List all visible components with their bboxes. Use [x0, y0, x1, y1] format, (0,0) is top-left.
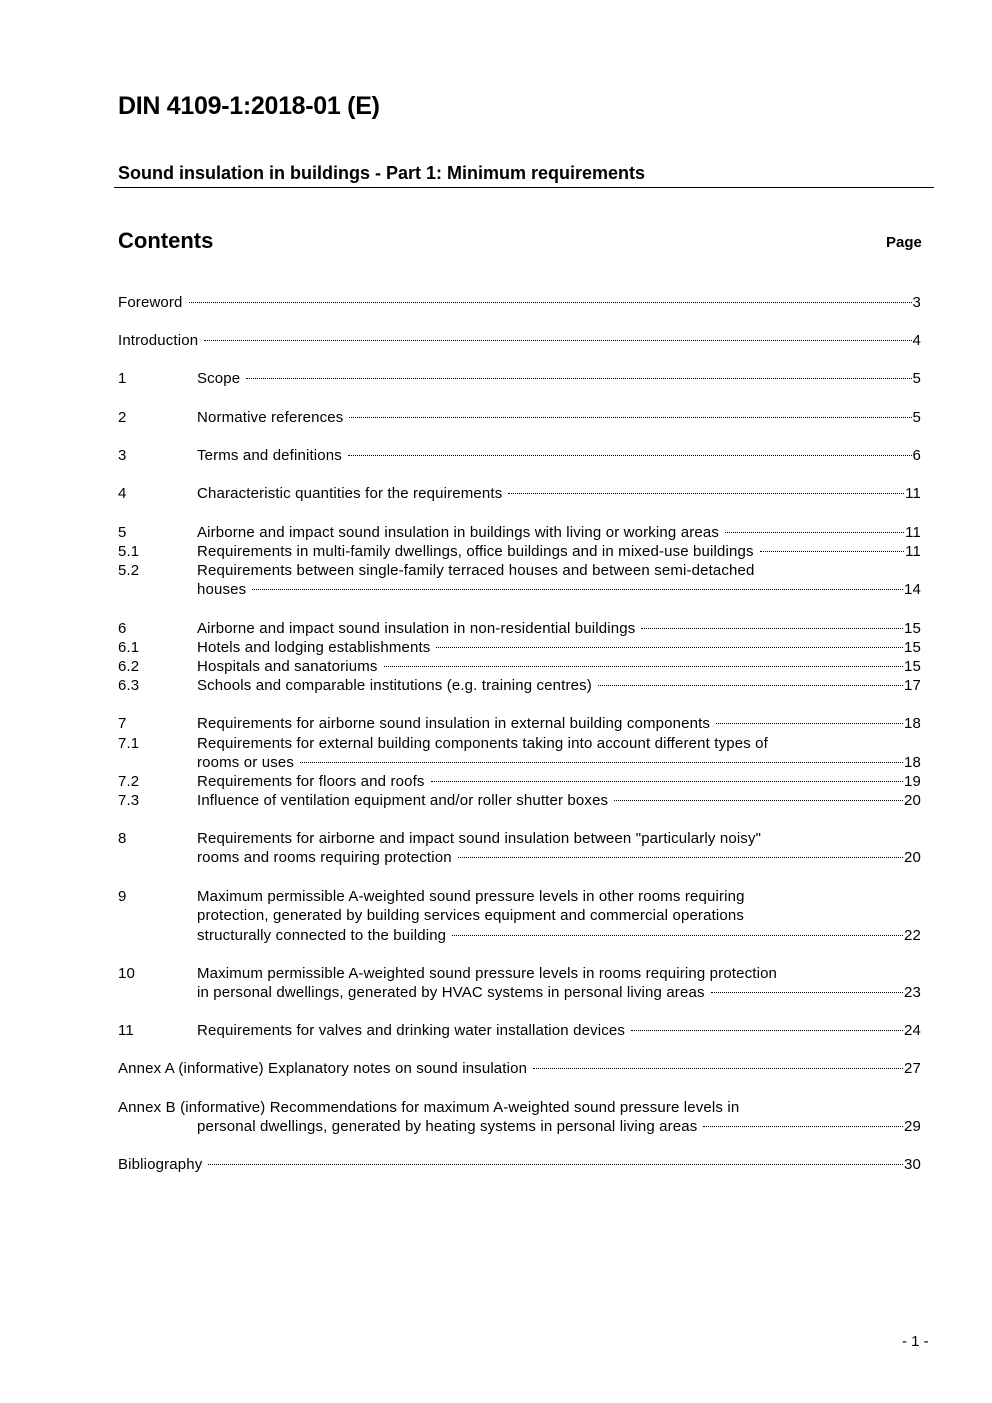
toc-entry[interactable] [118, 791, 921, 810]
toc-entry-page: 15 [904, 658, 921, 675]
dot-leader [614, 800, 903, 801]
document-title: DIN 4109-1:2018-01 (E) [118, 92, 380, 120]
contents-heading: Contents [118, 228, 214, 253]
toc-entry-title: Hotels and lodging establishments [197, 639, 431, 656]
toc-entry[interactable] [118, 829, 921, 868]
toc-entry-page: 4 [912, 332, 921, 349]
toc-entry-title-line: Annex B (informative) Recommendations for maximum A-weighted sound pressure levels in [118, 1099, 740, 1116]
toc-entry-title-line: Maximum permissible A-weighted sound pressure levels in other rooms requiring [197, 888, 745, 905]
toc-entry-number: 9 [118, 888, 127, 905]
toc-entry-page: 18 [904, 754, 921, 772]
toc-entry-page: 14 [904, 581, 921, 599]
toc-entry-title-line: Requirements for airborne and impact sound insulation between "particularly noisy" [197, 830, 762, 847]
toc-entry-number: 10 [118, 965, 135, 982]
toc-entry-number: 7.3 [118, 792, 140, 809]
toc-entry-title: rooms and rooms requiring protection [197, 849, 452, 867]
toc-entry[interactable] [118, 1059, 921, 1078]
toc-entry-number: 7.2 [118, 773, 140, 790]
toc-entry-title: Requirements for floors and roofs [197, 773, 425, 790]
toc-entry-page: 18 [904, 715, 921, 732]
dot-leader [452, 935, 903, 936]
toc-entry-page: 3 [912, 294, 921, 311]
page-column-label: Page [886, 234, 922, 251]
toc-entry-title: Requirements for valves and drinking water installation devices [197, 1022, 625, 1039]
toc-entry-title: Airborne and impact sound insulation in buildings with living or working areas [197, 524, 719, 541]
toc-entry-number: 5 [118, 524, 127, 541]
dot-leader [716, 723, 903, 724]
dot-leader [189, 302, 912, 303]
toc-entry-number: 5.2 [118, 562, 140, 579]
dot-leader [533, 1068, 903, 1069]
toc-entry-number: 3 [118, 447, 127, 464]
toc-entry-page: 24 [904, 1022, 921, 1039]
toc-entry[interactable] [118, 523, 921, 542]
toc-entry-page: 20 [904, 792, 921, 809]
toc-entry-page: 29 [904, 1118, 921, 1136]
toc-entry[interactable] [118, 542, 921, 561]
toc-entry-page: 19 [904, 773, 921, 790]
toc-entry[interactable] [118, 734, 921, 773]
toc-entry-number: 4 [118, 485, 127, 502]
toc-entry-title: Requirements in multi-family dwellings, office buildings and in mixed-use buildings [197, 543, 754, 560]
toc-entry-title: Requirements for airborne sound insulation in external building components [197, 715, 711, 732]
toc-entry[interactable] [118, 619, 921, 638]
dot-leader [384, 666, 903, 667]
toc-entry-title: Terms and definitions [197, 447, 342, 464]
toc-entry[interactable] [118, 887, 921, 945]
toc-entry-title: Characteristic quantities for the requirements [197, 485, 503, 502]
toc-entry[interactable] [118, 484, 921, 503]
toc-entry[interactable] [118, 446, 921, 465]
toc-entry-page: 17 [904, 677, 921, 694]
dot-leader [631, 1030, 903, 1031]
toc-entry[interactable] [118, 293, 921, 312]
toc-entry[interactable] [118, 772, 921, 791]
toc-entry[interactable] [118, 1098, 921, 1137]
dot-leader [348, 455, 912, 456]
dot-leader [208, 1164, 903, 1165]
toc-entry-number: 11 [118, 1022, 134, 1039]
toc-entry-title: Airborne and impact sound insulation in non-residential buildings [197, 620, 636, 637]
dot-leader [246, 378, 911, 379]
toc-entry[interactable] [118, 1155, 921, 1174]
toc-entry-page: 11 [905, 543, 921, 560]
dot-leader [300, 762, 903, 763]
toc-entry-page: 23 [904, 984, 921, 1002]
dot-leader [641, 628, 903, 629]
toc-entry-page: 22 [904, 926, 921, 944]
toc-entry[interactable] [118, 714, 921, 733]
toc-entry-title: Scope [197, 370, 241, 387]
dot-leader [598, 685, 903, 686]
toc-entry-title: Normative references [197, 409, 344, 426]
dot-leader [349, 417, 911, 418]
dot-leader [760, 551, 905, 552]
document-subtitle: Sound insulation in buildings - Part 1: Minimum requirements [118, 163, 646, 183]
toc-entry-number: 6.2 [118, 658, 140, 675]
toc-entry[interactable] [118, 964, 921, 1003]
toc-entry-page: 5 [912, 409, 921, 426]
toc-entry-page: 11 [905, 524, 921, 541]
toc-entry[interactable] [118, 676, 921, 695]
toc-entry-page: 6 [912, 447, 921, 464]
toc-entry-title-line: Requirements between single-family terraced houses and between semi-detached [197, 562, 755, 579]
toc-entry-page: 30 [904, 1156, 921, 1173]
toc-entry-title-line: protection, generated by building services equipment and commercial operations [197, 907, 745, 925]
toc-entry[interactable] [118, 408, 921, 427]
toc-entry-number: 1 [118, 370, 127, 387]
toc-entry-page: 11 [905, 485, 921, 502]
toc-entry-title: houses [197, 581, 247, 599]
dot-leader [703, 1126, 903, 1127]
toc-entry-title: Schools and comparable institutions (e.g. training centres) [197, 677, 592, 694]
dot-leader [252, 589, 903, 590]
toc-entry-number: 2 [118, 409, 127, 426]
toc-entry-title: Introduction [118, 332, 199, 349]
toc-entry-page: 15 [904, 639, 921, 656]
toc-entry[interactable] [118, 1021, 921, 1040]
toc-entry-page: 5 [912, 370, 921, 387]
footer-page-number: - 1 - [902, 1333, 929, 1350]
toc-entry-number: 6.1 [118, 639, 140, 656]
toc-entry-title: Influence of ventilation equipment and/or roller shutter boxes [197, 792, 609, 809]
toc-entry-title: Foreword [118, 294, 183, 311]
toc-entry-number: 6 [118, 620, 127, 637]
toc-entry-title-line: Requirements for external building components taking into account different types of [197, 735, 768, 752]
toc-entry-page: 20 [904, 849, 921, 867]
toc-entry-title: personal dwellings, generated by heating systems in personal living areas [197, 1118, 698, 1136]
toc-entry[interactable] [118, 657, 921, 676]
toc-entry-title: Annex A (informative) Explanatory notes on sound insulation [118, 1060, 528, 1077]
toc-entry[interactable] [118, 638, 921, 657]
dot-leader [204, 340, 911, 341]
dot-leader [431, 781, 903, 782]
toc-entry-page: 15 [904, 620, 921, 637]
dot-leader [711, 992, 903, 993]
toc-entry-number: 6.3 [118, 677, 140, 694]
toc-entry-title: structurally connected to the building [197, 926, 447, 944]
toc-entry-number: 7 [118, 715, 127, 732]
toc-entry-title: Bibliography [118, 1156, 203, 1173]
dot-leader [508, 493, 904, 494]
toc-entry-number: 7.1 [118, 735, 140, 752]
toc-entry-title: Hospitals and sanatoriums [197, 658, 378, 675]
toc-entry[interactable] [118, 331, 921, 350]
toc-entry[interactable] [118, 369, 921, 388]
toc-entry-title: rooms or uses [197, 754, 294, 772]
dot-leader [436, 647, 903, 648]
toc-entry[interactable] [118, 561, 921, 600]
dot-leader [458, 857, 903, 858]
toc-entry-title: in personal dwellings, generated by HVAC systems in personal living areas [197, 984, 705, 1002]
toc-entry-title-line: Maximum permissible A-weighted sound pressure levels in rooms requiring protection [197, 965, 778, 982]
toc-entry-page: 27 [904, 1060, 921, 1077]
dot-leader [725, 532, 904, 533]
toc-entry-number: 8 [118, 830, 127, 847]
toc-entry-number: 5.1 [118, 543, 140, 560]
